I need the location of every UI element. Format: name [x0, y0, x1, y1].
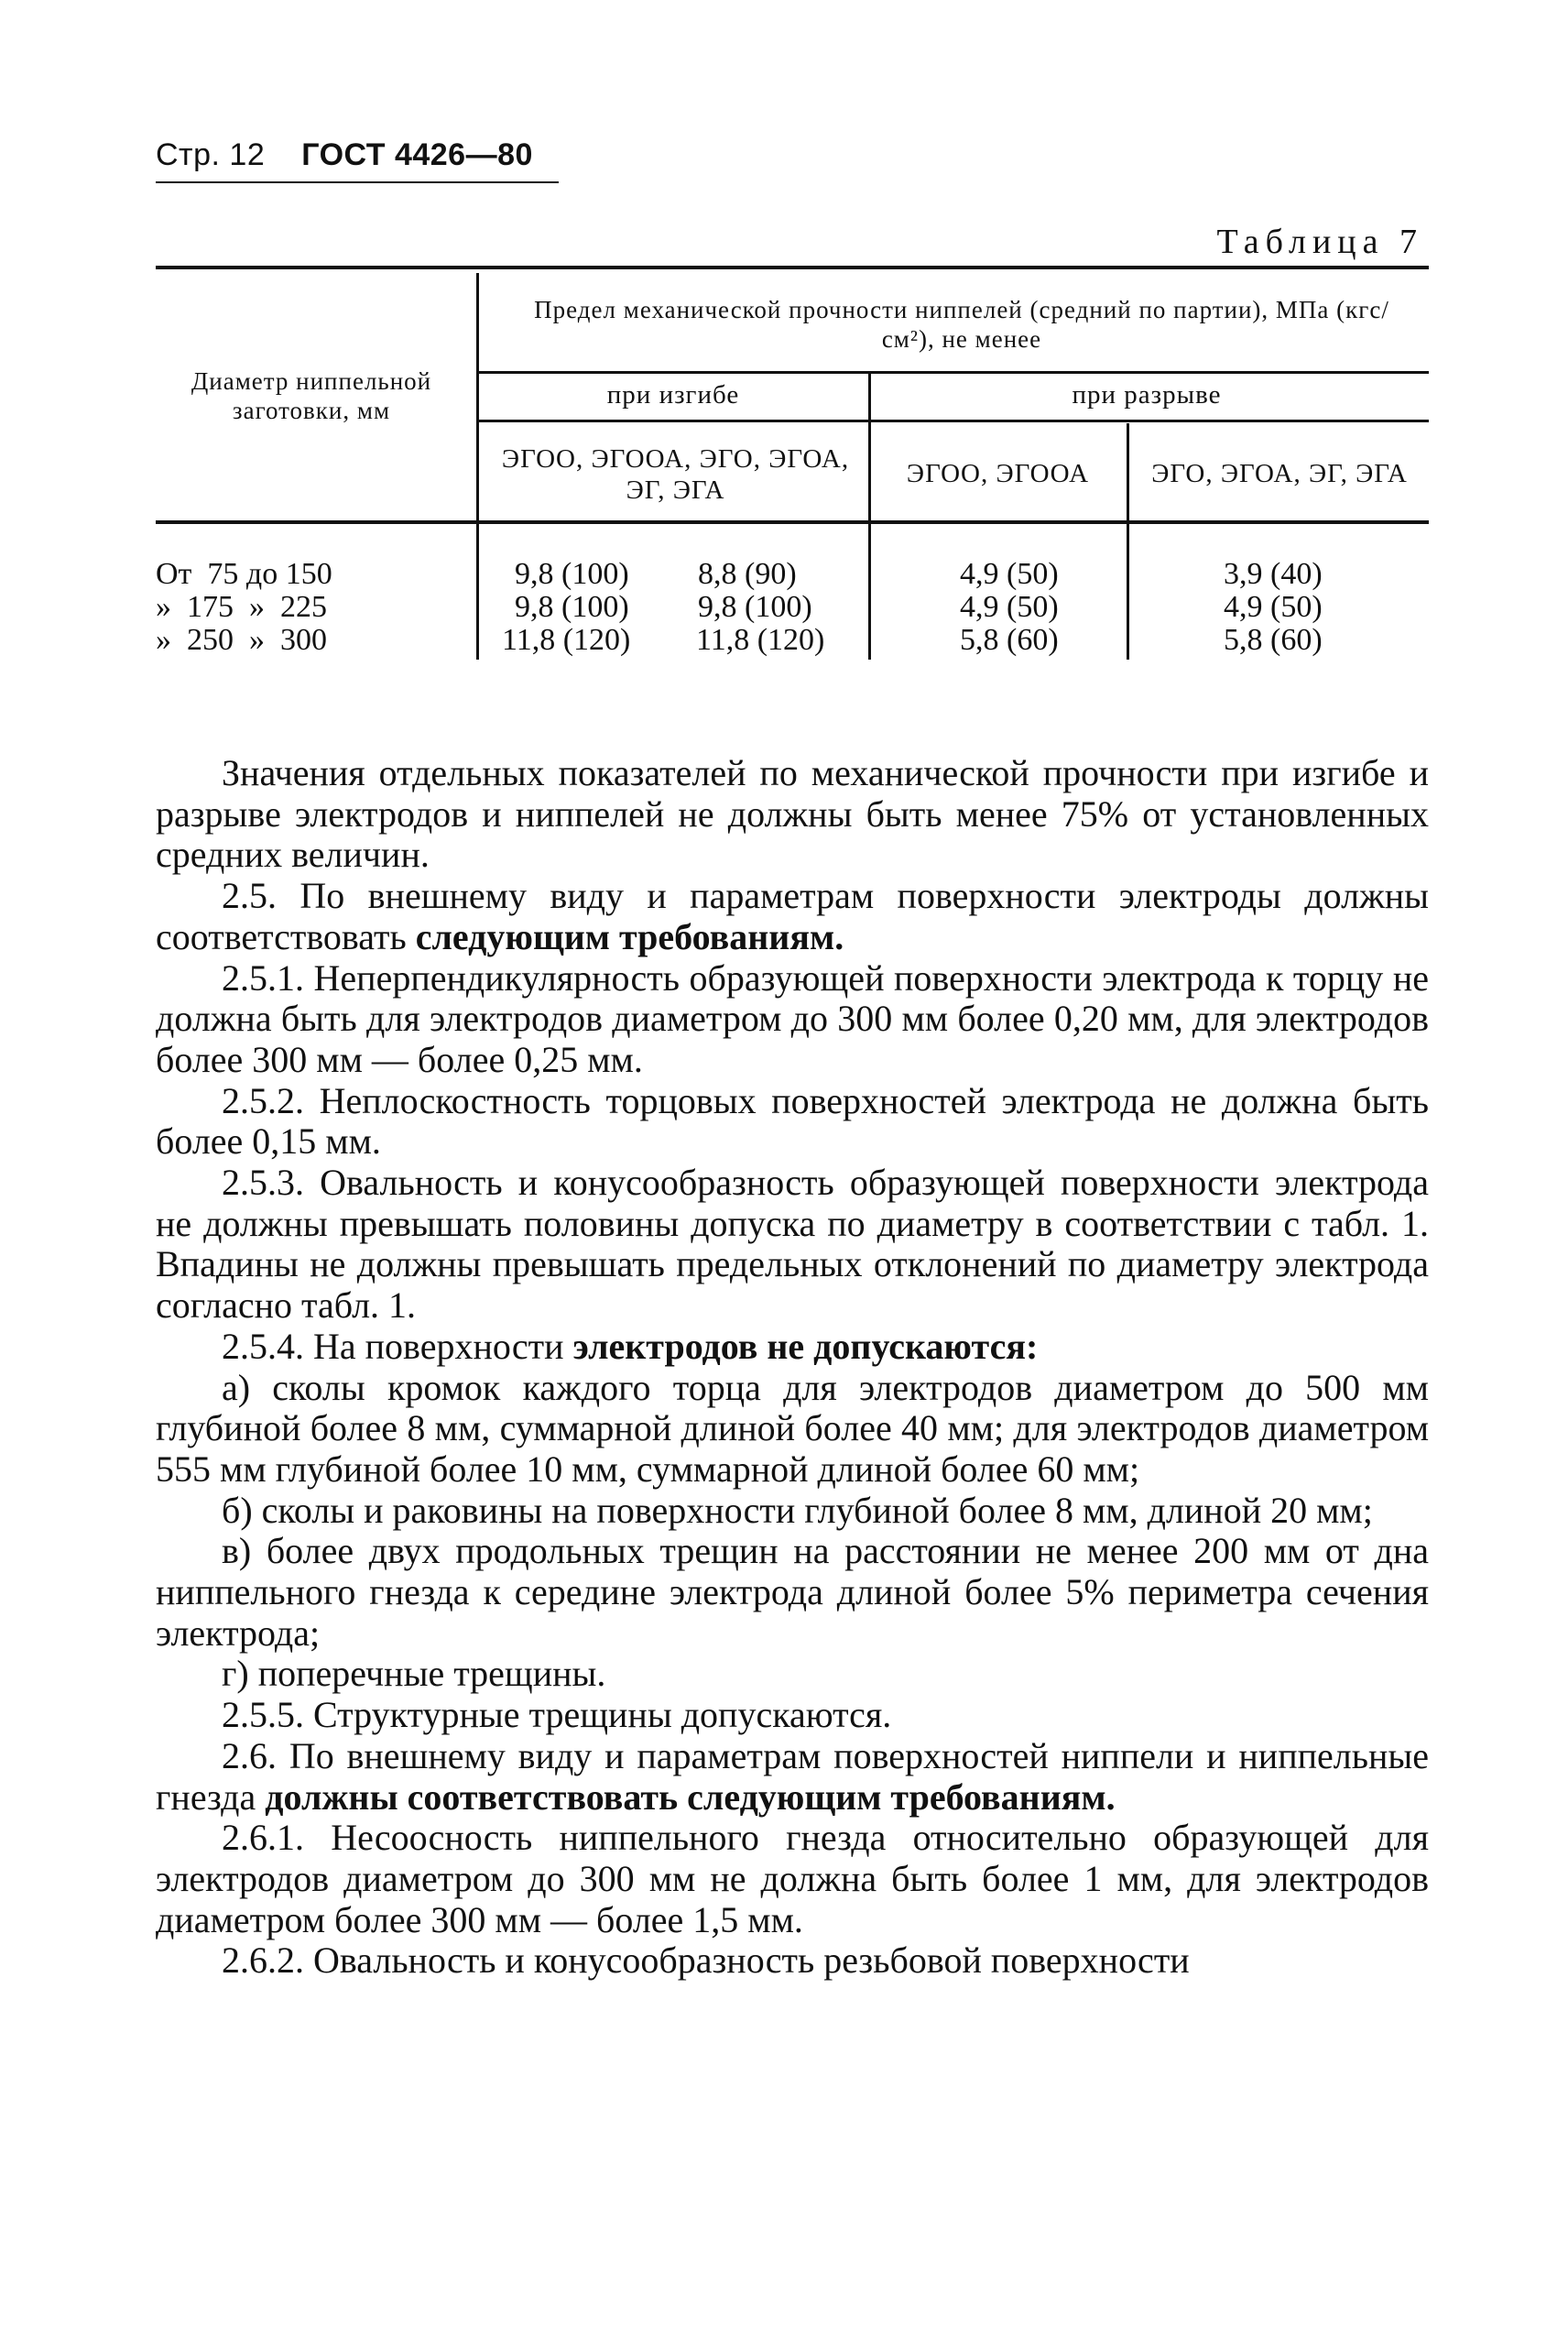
table-rule-sub1 — [476, 371, 1429, 374]
table-col-divider-3 — [1127, 423, 1129, 660]
paragraph-text: 2.5. По внешнему виду и параметрам поверхности электроды должны соответствовать — [156, 875, 1429, 957]
row-bend-2: 11,8 (120) — [696, 623, 825, 657]
row-tens-1: 5,8 (60) — [960, 623, 1059, 657]
bending-header: при изгибе — [606, 380, 740, 410]
row-tens-2: 3,9 (40) — [1224, 557, 1323, 591]
paragraph: 2.6.1. Несоосность ниппельного гнезда относительно образующей для электродов диаметром до 300 мм не должна быть более 1 мм, для электродов диаметром более 300 мм — более 1,5 мм. — [156, 1817, 1429, 1940]
body-text — [156, 753, 1429, 1982]
paragraph: Значения отдельных показателей по механической прочности при изгибе и разрыве электродов и ниппелей не должны быть менее 75% от установленных средних величин. — [156, 752, 1429, 876]
row-bend-2: 8,8 (90) — [698, 557, 797, 591]
diameter-header: Диаметр ниппельной заготовки, мм — [191, 367, 432, 424]
row-tens-2: 5,8 (60) — [1224, 623, 1323, 657]
table-top-rule — [156, 266, 1429, 269]
paragraph: 2.6.2. Овальность и конусообразность резьбовой поверхности — [222, 1939, 1190, 1982]
standard-number: ГОСТ 4426—80 — [301, 137, 533, 172]
paragraph: 2.5.5. Структурные трещины допускаются. — [222, 1694, 892, 1736]
row-tens-1: 4,9 (50) — [960, 590, 1059, 624]
paragraph: 2.5.2. Неплоскостность торцовых поверхностей электрода не должна быть более 0,15 мм. — [156, 1079, 1429, 1163]
list-item: а) сколы кромок каждого торца для электродов диаметром до 500 мм глубиной более 8 мм, суммарной длиной более 40 мм; для электродов диаметром 555 мм глубиной более 10 мм, суммарной длиной более 60 мм; — [156, 1366, 1429, 1490]
paragraph-2-5 — [156, 876, 1429, 957]
paragraph-bold: электродов не допускаются: — [572, 1325, 1039, 1367]
paragraph-2-5-4 — [156, 1327, 1429, 1368]
table-caption: Таблица 7 — [1216, 223, 1423, 261]
paragraph-text: 2.6. По внешнему виду и параметрам поверхностей ниппели и ниппельные гнезда — [156, 1734, 1429, 1818]
row-bend-1: 11,8 (120) — [502, 623, 631, 657]
tension-grades-2: ЭГО, ЭГОА, ЭГ, ЭГА — [1151, 459, 1408, 488]
row-diameter: » 250 » 300 — [156, 623, 327, 657]
table-col-divider-2 — [868, 374, 871, 660]
strength-header: Предел механической прочности ниппелей (средний по партии), МПа (кгс/см²), не менее — [534, 296, 1389, 353]
paragraph-2-6 — [156, 1736, 1429, 1818]
list-item: б) сколы и раковины на поверхности глубиной более 8 мм, длиной 20 мм; — [222, 1489, 1373, 1531]
tension-header: при разрыве — [1072, 380, 1222, 410]
table-header-bottom-rule — [156, 520, 1429, 524]
list-item: г) поперечные трещины. — [222, 1653, 606, 1695]
bending-grades: ЭГОО, ЭГООА, ЭГО, ЭГОА, ЭГ, ЭГА — [501, 444, 850, 505]
paragraph-text: 2.5.4. На поверхности — [222, 1325, 564, 1367]
table-7 — [156, 0, 1429, 696]
paragraph-bold: следующим требованиям. — [415, 915, 844, 957]
row-tens-1: 4,9 (50) — [960, 557, 1059, 591]
row-bend-2: 9,8 (100) — [698, 590, 812, 624]
row-diameter: » 175 » 225 — [156, 590, 327, 624]
row-diameter: От 75 до 150 — [156, 557, 332, 591]
table-rule-sub2 — [476, 420, 1429, 422]
page-number: Стр. 12 — [156, 137, 266, 172]
tension-grades-1: ЭГОО, ЭГООА — [906, 459, 1090, 488]
paragraph: 2.5.3. Овальность и конусообразность образующей поверхности электрода не должны превышать половины допуска по диаметру в соответствии с табл. 1. Впадины не должны превышать предельных отклонений по диаметру электрода согласно табл. 1. — [156, 1162, 1429, 1327]
row-bend-1: 9,8 (100) — [515, 557, 629, 591]
table-col-divider-1 — [476, 273, 479, 660]
row-tens-2: 4,9 (50) — [1224, 590, 1323, 624]
paragraph: 2.5.1. Неперпендикулярность образующей поверхности электрода к торцу не должна быть для электродов диаметром до 300 мм более 0,20 мм, для электродов более 300 мм — более 0,25 мм. — [156, 956, 1429, 1080]
list-item: в) более двух продольных трещин на расстоянии не менее 200 мм от дна ниппельного гнезда к середине электрода длиной более 5% периметра сечения электрода; — [156, 1530, 1429, 1654]
paragraph-bold: должны соответствовать следующим требованиям. — [265, 1775, 1116, 1818]
row-bend-1: 9,8 (100) — [515, 590, 629, 624]
